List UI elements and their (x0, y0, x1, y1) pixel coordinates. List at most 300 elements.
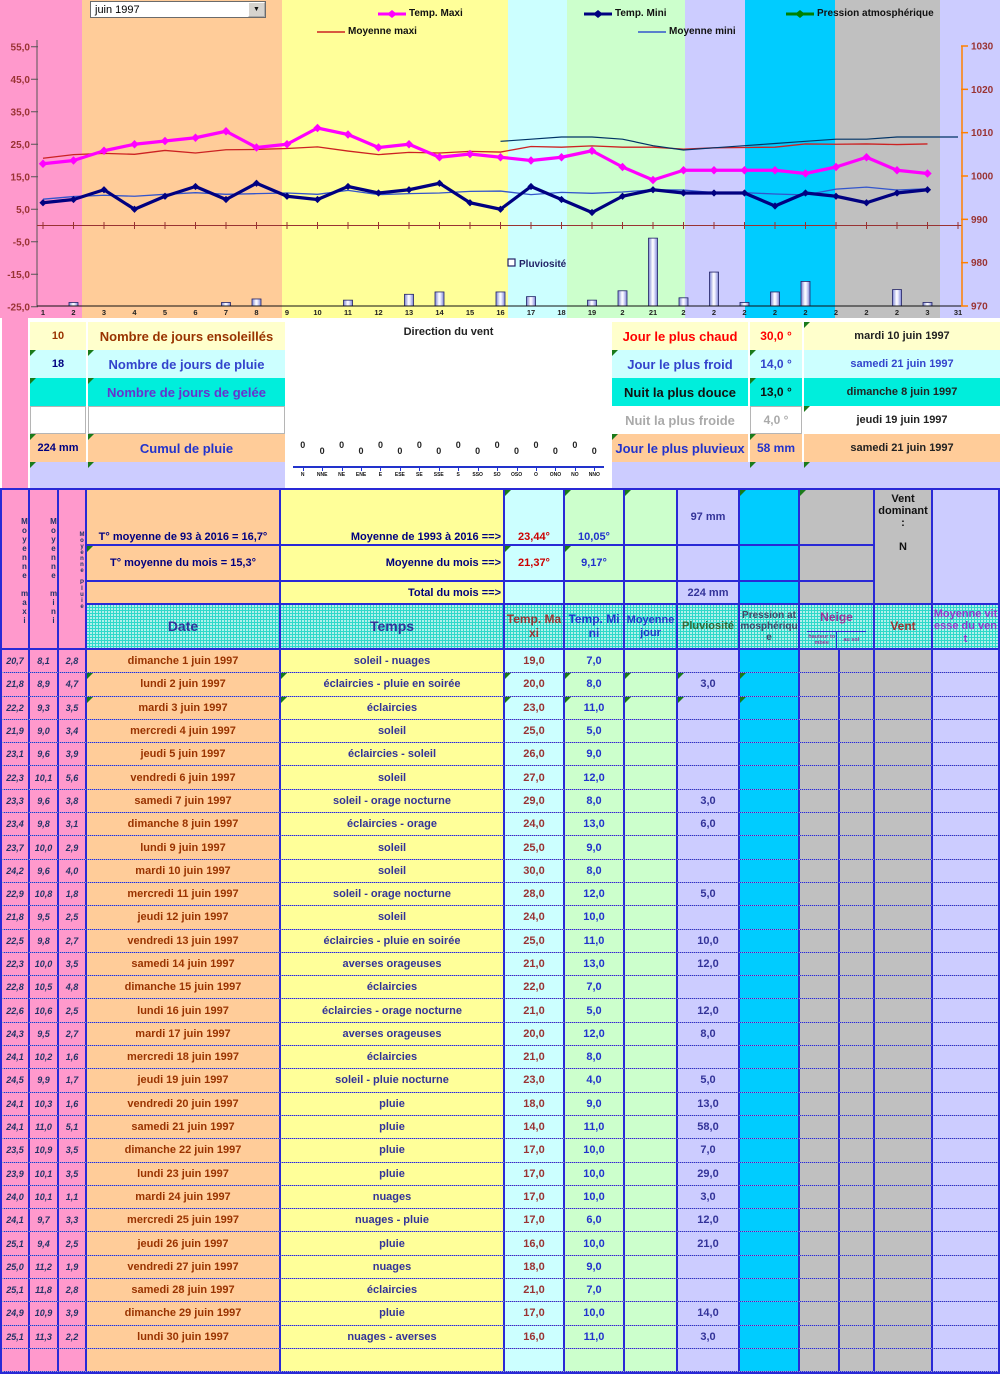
vent-cell[interactable] (875, 953, 931, 975)
neige-tombee-cell[interactable] (800, 1279, 838, 1301)
temp-mini-cell[interactable]: 13,0 (565, 953, 623, 975)
pluviosite-cell[interactable] (678, 976, 738, 998)
neige-sol-cell[interactable] (840, 1093, 873, 1115)
summary-right-label-2[interactable]: Nuit la plus douce (612, 378, 748, 406)
summary-left-value-3[interactable] (30, 406, 86, 434)
moyenne-jour-cell[interactable] (625, 1209, 676, 1231)
pression-cell[interactable] (740, 860, 798, 882)
temp-maxi-cell[interactable]: 23,0 (505, 1069, 563, 1091)
temp-mini-cell[interactable]: 12,0 (565, 1023, 623, 1045)
vent-cell[interactable] (875, 1046, 931, 1068)
pluviosite-cell[interactable]: 5,0 (678, 1069, 738, 1091)
temp-maxi-cell[interactable]: 17,0 (505, 1209, 563, 1231)
vitesse-vent-cell[interactable] (933, 1023, 998, 1045)
vent-cell[interactable] (875, 1093, 931, 1115)
moyenne-jour-cell[interactable] (625, 650, 676, 672)
pression-cell[interactable] (740, 1302, 798, 1324)
vent-cell[interactable] (875, 883, 931, 905)
avg-month-arrow-cell[interactable]: Moyenne du mois ==> (281, 546, 503, 580)
neige-tombee-cell[interactable] (800, 720, 838, 742)
temp-maxi-cell[interactable]: 14,0 (505, 1116, 563, 1138)
date-cell[interactable]: mardi 17 juin 1997 (87, 1023, 279, 1045)
moyenne-pluie-cell[interactable] (59, 1349, 85, 1371)
vent-cell[interactable] (875, 1302, 931, 1324)
pression-cell[interactable] (740, 1139, 798, 1161)
moyenne-mini-cell[interactable]: 9,3 (30, 697, 57, 719)
neige-sol-cell[interactable] (840, 790, 873, 812)
moyenne-jour-cell[interactable] (625, 790, 676, 812)
pluviosite-cell[interactable] (678, 1349, 738, 1371)
moyenne-pluie-cell[interactable]: 1,6 (59, 1046, 85, 1068)
date-cell[interactable]: mercredi 11 juin 1997 (87, 883, 279, 905)
temp-maxi-cell[interactable]: 21,0 (505, 953, 563, 975)
temps-cell[interactable]: averses orageuses (281, 1023, 503, 1045)
moyenne-jour-cell[interactable] (625, 743, 676, 765)
date-cell[interactable]: dimanche 15 juin 1997 (87, 976, 279, 998)
vitesse-vent-cell[interactable] (933, 1349, 998, 1371)
month-dropdown[interactable] (90, 1, 266, 18)
temp-mini-cell[interactable]: 4,0 (565, 1069, 623, 1091)
temps-cell[interactable]: nuages (281, 1256, 503, 1278)
date-cell[interactable]: lundi 23 juin 1997 (87, 1163, 279, 1185)
neige-tombee-cell[interactable] (800, 883, 838, 905)
vitesse-vent-cell[interactable] (933, 720, 998, 742)
vent-cell[interactable] (875, 766, 931, 788)
neige-tombee-cell[interactable] (800, 766, 838, 788)
vitesse-vent-cell[interactable] (933, 1256, 998, 1278)
temps-cell[interactable]: soleil (281, 906, 503, 928)
summary-right-value-3[interactable]: 4,0 ° (750, 406, 802, 434)
pression-cell[interactable] (740, 813, 798, 835)
moyenne-jour-cell[interactable] (625, 1279, 676, 1301)
date-cell[interactable]: mercredi 25 juin 1997 (87, 1209, 279, 1231)
neige-sol-cell[interactable] (840, 697, 873, 719)
neige-tombee-cell[interactable] (800, 1326, 838, 1348)
moyenne-mini-cell[interactable]: 10,1 (30, 1186, 57, 1208)
vent-cell[interactable] (875, 790, 931, 812)
total-moyjour-cell[interactable] (625, 582, 676, 603)
neige-tombee-cell[interactable] (800, 1232, 838, 1254)
moyenne-mini-cell[interactable]: 9,0 (30, 720, 57, 742)
date-cell[interactable]: dimanche 1 juin 1997 (87, 650, 279, 672)
pression-cell[interactable] (740, 1023, 798, 1045)
pluviosite-cell[interactable] (678, 1256, 738, 1278)
neige-tombee-cell[interactable] (800, 1093, 838, 1115)
neige-tombee-cell[interactable] (800, 953, 838, 975)
pluviosite-cell[interactable]: 12,0 (678, 1209, 738, 1231)
temp-maxi-cell[interactable]: 20,0 (505, 673, 563, 695)
pluviosite-cell[interactable]: 12,0 (678, 953, 738, 975)
temp-maxi-cell[interactable]: 25,0 (505, 836, 563, 858)
moyenne-maxi-cell[interactable]: 24,5 (2, 1069, 28, 1091)
vitesse-vent-cell[interactable] (933, 697, 998, 719)
neige-sol-cell[interactable] (840, 720, 873, 742)
date-cell[interactable]: samedi 7 juin 1997 (87, 790, 279, 812)
temp-maxi-cell[interactable]: 18,0 (505, 1093, 563, 1115)
moyenne-pluie-cell[interactable]: 1,8 (59, 883, 85, 905)
header-vitesse-top-cell[interactable] (933, 490, 998, 603)
neige-hauteur-tombee-label[interactable]: hauteur tombée (808, 633, 836, 646)
date-cell[interactable]: jeudi 5 juin 1997 (87, 743, 279, 765)
pluviosite-cell[interactable] (678, 906, 738, 928)
neige-sol-cell[interactable] (840, 813, 873, 835)
temps-cell[interactable]: pluie (281, 1163, 503, 1185)
moyenne-pluie-cell[interactable]: 3,4 (59, 720, 85, 742)
temps-cell[interactable]: averses orageuses (281, 953, 503, 975)
neige-tombee-cell[interactable] (800, 1302, 838, 1324)
temp-maxi-cell[interactable]: 26,0 (505, 743, 563, 765)
neige-sol-cell[interactable] (840, 1232, 873, 1254)
temp-maxi-cell[interactable]: 16,0 (505, 1232, 563, 1254)
moyenne-mini-cell[interactable]: 11,3 (30, 1326, 57, 1348)
moyenne-jour-cell[interactable] (625, 1186, 676, 1208)
moyenne-maxi-cell[interactable]: 22,6 (2, 999, 28, 1021)
avg-history-tmin-cell[interactable]: 10,05° (565, 490, 623, 544)
avg-history-neige-cell[interactable] (800, 490, 873, 544)
vent-cell[interactable] (875, 743, 931, 765)
pression-cell[interactable] (740, 697, 798, 719)
temps-cell[interactable]: éclaircies (281, 976, 503, 998)
neige-tombee-cell[interactable] (800, 1349, 838, 1371)
pression-cell[interactable] (740, 883, 798, 905)
temp-maxi-cell[interactable]: 24,0 (505, 906, 563, 928)
temp-mini-cell[interactable]: 7,0 (565, 650, 623, 672)
moyenne-jour-cell[interactable] (625, 1232, 676, 1254)
summary-right-value-1[interactable]: 14,0 ° (750, 350, 802, 378)
moyenne-pluie-cell[interactable]: 3,8 (59, 790, 85, 812)
column-header-temps[interactable]: Temps (281, 605, 503, 648)
moyenne-maxi-cell[interactable]: 25,0 (2, 1256, 28, 1278)
avg-month-neige-cell[interactable] (800, 546, 873, 580)
vent-cell[interactable] (875, 1186, 931, 1208)
moyenne-mini-cell[interactable]: 10,1 (30, 766, 57, 788)
column-header-temp-maxi[interactable]: Temp. Maxi (505, 605, 563, 648)
column-header-vitesse[interactable]: Moyenne vitesse du vent (933, 605, 998, 648)
neige-sol-cell[interactable] (840, 906, 873, 928)
vent-cell[interactable] (875, 650, 931, 672)
date-cell[interactable]: vendredi 20 juin 1997 (87, 1093, 279, 1115)
total-arrow-cell[interactable]: Total du mois ==> (281, 582, 503, 603)
moyenne-pluie-cell[interactable]: 3,5 (59, 697, 85, 719)
temp-mini-cell[interactable]: 8,0 (565, 673, 623, 695)
pluviosite-cell[interactable] (678, 650, 738, 672)
pression-cell[interactable] (740, 906, 798, 928)
summary-left-value-4[interactable]: 224 mm (30, 434, 86, 462)
moyenne-pluie-cell[interactable]: 4,8 (59, 976, 85, 998)
temp-mini-cell[interactable]: 13,0 (565, 813, 623, 835)
neige-tombee-cell[interactable] (800, 673, 838, 695)
moyenne-maxi-cell[interactable]: 24,9 (2, 1302, 28, 1324)
neige-tombee-cell[interactable] (800, 836, 838, 858)
moyenne-mini-cell[interactable]: 11,0 (30, 1116, 57, 1138)
moyenne-pluie-cell[interactable]: 3,5 (59, 1139, 85, 1161)
neige-tombee-cell[interactable] (800, 860, 838, 882)
pluviosite-cell[interactable] (678, 860, 738, 882)
summary-left-value-0[interactable]: 10 (30, 322, 86, 350)
column-header-date[interactable]: Date (87, 605, 279, 648)
neige-sol-cell[interactable] (840, 1256, 873, 1278)
summary-left-label-1[interactable]: Nombre de jours de pluie (88, 350, 285, 378)
neige-tombee-cell[interactable] (800, 1256, 838, 1278)
temps-cell[interactable]: nuages - pluie (281, 1209, 503, 1231)
temp-mini-cell[interactable]: 8,0 (565, 860, 623, 882)
moyenne-mini-cell[interactable]: 9,4 (30, 1232, 57, 1254)
temps-cell[interactable] (281, 1349, 503, 1371)
vitesse-vent-cell[interactable] (933, 1232, 998, 1254)
moyenne-jour-cell[interactable] (625, 930, 676, 952)
temp-maxi-cell[interactable]: 17,0 (505, 1302, 563, 1324)
pression-cell[interactable] (740, 953, 798, 975)
temp-maxi-cell[interactable]: 27,0 (505, 766, 563, 788)
moyenne-jour-cell[interactable] (625, 1349, 676, 1371)
vent-cell[interactable] (875, 860, 931, 882)
vitesse-vent-cell[interactable] (933, 976, 998, 998)
moyenne-pluie-cell[interactable]: 2,8 (59, 650, 85, 672)
moyenne-maxi-cell[interactable]: 23,9 (2, 1163, 28, 1185)
temps-cell[interactable]: soleil - pluie nocturne (281, 1069, 503, 1091)
temp-maxi-cell[interactable]: 17,0 (505, 1163, 563, 1185)
pluviosite-cell[interactable]: 58,0 (678, 1116, 738, 1138)
vitesse-vent-cell[interactable] (933, 790, 998, 812)
neige-tombee-cell[interactable] (800, 1139, 838, 1161)
moyenne-maxi-cell[interactable]: 22,2 (2, 697, 28, 719)
vitesse-vent-cell[interactable] (933, 1186, 998, 1208)
moyenne-mini-cell[interactable]: 11,2 (30, 1256, 57, 1278)
temp-mini-cell[interactable]: 7,0 (565, 1279, 623, 1301)
moyenne-mini-cell[interactable]: 11,8 (30, 1279, 57, 1301)
moyenne-jour-cell[interactable] (625, 883, 676, 905)
pluviosite-cell[interactable] (678, 836, 738, 858)
temp-maxi-cell[interactable]: 20,0 (505, 1023, 563, 1045)
vent-cell[interactable] (875, 1069, 931, 1091)
temp-maxi-cell[interactable]: 25,0 (505, 930, 563, 952)
column-header-pression[interactable]: Pression atmosphérique (740, 605, 798, 648)
pression-cell[interactable] (740, 836, 798, 858)
moyenne-mini-cell[interactable]: 9,8 (30, 930, 57, 952)
temp-maxi-cell[interactable]: 21,0 (505, 1279, 563, 1301)
temp-maxi-cell[interactable]: 19,0 (505, 650, 563, 672)
wind-dominant-cell[interactable] (875, 490, 931, 603)
moyenne-jour-cell[interactable] (625, 999, 676, 1021)
moyenne-pluie-cell[interactable]: 3,1 (59, 813, 85, 835)
pression-cell[interactable] (740, 1349, 798, 1371)
date-cell[interactable]: samedi 14 juin 1997 (87, 953, 279, 975)
summary-left-value-1[interactable]: 18 (30, 350, 86, 378)
moyenne-jour-cell[interactable] (625, 860, 676, 882)
neige-tombee-cell[interactable] (800, 813, 838, 835)
moyenne-mini-cell[interactable]: 10,9 (30, 1139, 57, 1161)
pression-cell[interactable] (740, 1279, 798, 1301)
pluviosite-cell[interactable] (678, 697, 738, 719)
vitesse-vent-cell[interactable] (933, 836, 998, 858)
summary-left-label-4[interactable]: Cumul de pluie (88, 434, 285, 462)
temps-cell[interactable]: éclaircies - soleil (281, 743, 503, 765)
vitesse-vent-cell[interactable] (933, 1046, 998, 1068)
neige-sol-cell[interactable] (840, 999, 873, 1021)
moyenne-maxi-cell[interactable]: 23,1 (2, 743, 28, 765)
temp-mini-cell[interactable]: 10,0 (565, 1163, 623, 1185)
temp-mini-cell[interactable]: 9,0 (565, 743, 623, 765)
vitesse-vent-cell[interactable] (933, 1326, 998, 1348)
temp-mini-cell[interactable]: 10,0 (565, 1139, 623, 1161)
moyenne-pluie-cell[interactable]: 4,0 (59, 860, 85, 882)
neige-tombee-cell[interactable] (800, 1046, 838, 1068)
pluviosite-cell[interactable] (678, 720, 738, 742)
vent-cell[interactable] (875, 1116, 931, 1138)
temps-cell[interactable]: pluie (281, 1093, 503, 1115)
pluviosite-cell[interactable] (678, 1046, 738, 1068)
pluviosite-cell[interactable]: 29,0 (678, 1163, 738, 1185)
moyenne-mini-cell[interactable]: 10,9 (30, 1302, 57, 1324)
vitesse-vent-cell[interactable] (933, 1209, 998, 1231)
summary-right-label-3[interactable]: Nuit la plus froide (612, 406, 748, 434)
temp-mini-cell[interactable]: 11,0 (565, 930, 623, 952)
vitesse-vent-cell[interactable] (933, 860, 998, 882)
temps-cell[interactable]: éclaircies (281, 1046, 503, 1068)
moyenne-mini-cell[interactable]: 9,7 (30, 1209, 57, 1231)
temps-cell[interactable]: éclaircies - orage (281, 813, 503, 835)
moyenne-mini-cell[interactable]: 9,5 (30, 1023, 57, 1045)
temps-cell[interactable]: pluie (281, 1232, 503, 1254)
moyenne-maxi-cell[interactable]: 24,1 (2, 1116, 28, 1138)
moyenne-maxi-cell[interactable]: 23,5 (2, 1139, 28, 1161)
vitesse-vent-cell[interactable] (933, 766, 998, 788)
vent-cell[interactable] (875, 1023, 931, 1045)
pression-cell[interactable] (740, 1256, 798, 1278)
pression-cell[interactable] (740, 1116, 798, 1138)
avg-history-rain-cell[interactable]: 97 mm (678, 490, 738, 544)
moyenne-maxi-cell[interactable]: 20,7 (2, 650, 28, 672)
moyenne-mini-cell[interactable]: 9,8 (30, 813, 57, 835)
temp-mini-cell[interactable]: 10,0 (565, 1302, 623, 1324)
column-header-moyenne-jour[interactable]: Moyenne jour (625, 605, 676, 648)
temps-cell[interactable]: soleil (281, 766, 503, 788)
total-tmin-cell[interactable] (565, 582, 623, 603)
avg-month-tmax-cell[interactable]: 21,37° (505, 546, 563, 580)
moyenne-maxi-cell[interactable]: 24,1 (2, 1093, 28, 1115)
vent-cell[interactable] (875, 720, 931, 742)
neige-sol-cell[interactable] (840, 1046, 873, 1068)
vent-cell[interactable] (875, 1139, 931, 1161)
neige-tombee-cell[interactable] (800, 1163, 838, 1185)
moyenne-maxi-cell[interactable]: 22,9 (2, 883, 28, 905)
moyenne-pluie-cell[interactable]: 5,1 (59, 1116, 85, 1138)
column-header-pluviosite[interactable]: Pluviosité (678, 605, 738, 648)
temp-maxi-cell[interactable]: 16,0 (505, 1326, 563, 1348)
vitesse-vent-cell[interactable] (933, 1069, 998, 1091)
temps-cell[interactable]: nuages (281, 1186, 503, 1208)
vitesse-vent-cell[interactable] (933, 1139, 998, 1161)
moyenne-maxi-cell[interactable]: 24,1 (2, 1209, 28, 1231)
temp-mini-cell[interactable]: 8,0 (565, 1046, 623, 1068)
neige-sol-cell[interactable] (840, 1116, 873, 1138)
date-cell[interactable]: lundi 2 juin 1997 (87, 673, 279, 695)
temp-mini-cell[interactable]: 10,0 (565, 1186, 623, 1208)
moyenne-maxi-cell[interactable]: 21,8 (2, 673, 28, 695)
total-pressure-cell[interactable] (740, 582, 798, 603)
temp-mini-cell[interactable]: 11,0 (565, 1116, 623, 1138)
temp-mini-cell[interactable]: 11,0 (565, 1326, 623, 1348)
temp-maxi-cell[interactable]: 23,0 (505, 697, 563, 719)
temp-mini-cell[interactable]: 12,0 (565, 766, 623, 788)
pression-cell[interactable] (740, 650, 798, 672)
moyenne-pluie-cell[interactable]: 2,5 (59, 999, 85, 1021)
vent-cell[interactable] (875, 1349, 931, 1371)
date-cell[interactable]: jeudi 26 juin 1997 (87, 1232, 279, 1254)
moyenne-mini-cell[interactable]: 9,6 (30, 743, 57, 765)
moyenne-mini-cell[interactable]: 10,1 (30, 1163, 57, 1185)
neige-tombee-cell[interactable] (800, 1209, 838, 1231)
neige-tombee-cell[interactable] (800, 930, 838, 952)
moyenne-pluie-cell[interactable]: 3,5 (59, 1163, 85, 1185)
moyenne-mini-cell[interactable]: 10,6 (30, 999, 57, 1021)
moyenne-jour-cell[interactable] (625, 1302, 676, 1324)
moyenne-pluie-cell[interactable]: 3,5 (59, 953, 85, 975)
moyenne-maxi-cell[interactable]: 23,3 (2, 790, 28, 812)
vitesse-vent-cell[interactable] (933, 1279, 998, 1301)
moyenne-jour-cell[interactable] (625, 1326, 676, 1348)
moyenne-mini-cell[interactable]: 10,0 (30, 953, 57, 975)
pluviosite-cell[interactable]: 3,0 (678, 790, 738, 812)
pluviosite-cell[interactable]: 12,0 (678, 999, 738, 1021)
neige-tombee-cell[interactable] (800, 999, 838, 1021)
avg-history-pressure-cell[interactable] (740, 490, 798, 544)
temps-cell[interactable]: éclaircies (281, 1279, 503, 1301)
vitesse-vent-cell[interactable] (933, 930, 998, 952)
temp-maxi-cell[interactable]: 21,0 (505, 1046, 563, 1068)
date-cell[interactable]: jeudi 19 juin 1997 (87, 1069, 279, 1091)
summary-right-label-1[interactable]: Jour le plus froid (612, 350, 748, 378)
temp-maxi-cell[interactable]: 28,0 (505, 883, 563, 905)
summary-right-date-1[interactable]: samedi 21 juin 1997 (804, 350, 1000, 378)
moyenne-maxi-cell[interactable]: 23,4 (2, 813, 28, 835)
moyenne-maxi-cell[interactable]: 21,8 (2, 906, 28, 928)
moyenne-mini-cell[interactable]: 8,1 (30, 650, 57, 672)
moyenne-jour-cell[interactable] (625, 1023, 676, 1045)
pluviosite-cell[interactable] (678, 743, 738, 765)
moyenne-mini-cell[interactable]: 9,9 (30, 1069, 57, 1091)
temp-maxi-cell[interactable]: 30,0 (505, 860, 563, 882)
neige-tombee-cell[interactable] (800, 650, 838, 672)
temp-maxi-cell[interactable]: 22,0 (505, 976, 563, 998)
temp-maxi-cell[interactable]: 24,0 (505, 813, 563, 835)
moyenne-mini-cell[interactable]: 8,9 (30, 673, 57, 695)
avg-month-moyjour-cell[interactable] (625, 546, 676, 580)
date-cell[interactable]: mardi 3 juin 1997 (87, 697, 279, 719)
temp-mini-cell[interactable]: 5,0 (565, 999, 623, 1021)
vent-cell[interactable] (875, 1279, 931, 1301)
vent-cell[interactable] (875, 1163, 931, 1185)
moyenne-mini-cell[interactable]: 10,0 (30, 836, 57, 858)
summary-right-value-2[interactable]: 13,0 ° (750, 378, 802, 406)
vitesse-vent-cell[interactable] (933, 813, 998, 835)
pluviosite-cell[interactable]: 3,0 (678, 1326, 738, 1348)
avg-month-pressure-cell[interactable] (740, 546, 798, 580)
moyenne-pluie-cell[interactable]: 1,9 (59, 1256, 85, 1278)
moyenne-maxi-cell[interactable]: 24,0 (2, 1186, 28, 1208)
moyenne-maxi-cell[interactable]: 22,5 (2, 930, 28, 952)
neige-tombee-cell[interactable] (800, 743, 838, 765)
vent-cell[interactable] (875, 1256, 931, 1278)
moyenne-maxi-cell[interactable]: 24,3 (2, 1023, 28, 1045)
temps-cell[interactable]: soleil (281, 836, 503, 858)
summary-left-label-2[interactable]: Nombre de jours de gelée (88, 378, 285, 406)
summary-right-label-4[interactable]: Jour le plus pluvieux (612, 434, 748, 462)
moyenne-mini-cell[interactable] (30, 1349, 57, 1371)
vitesse-vent-cell[interactable] (933, 999, 998, 1021)
temps-cell[interactable]: pluie (281, 1139, 503, 1161)
temp-maxi-cell[interactable]: 17,0 (505, 1186, 563, 1208)
